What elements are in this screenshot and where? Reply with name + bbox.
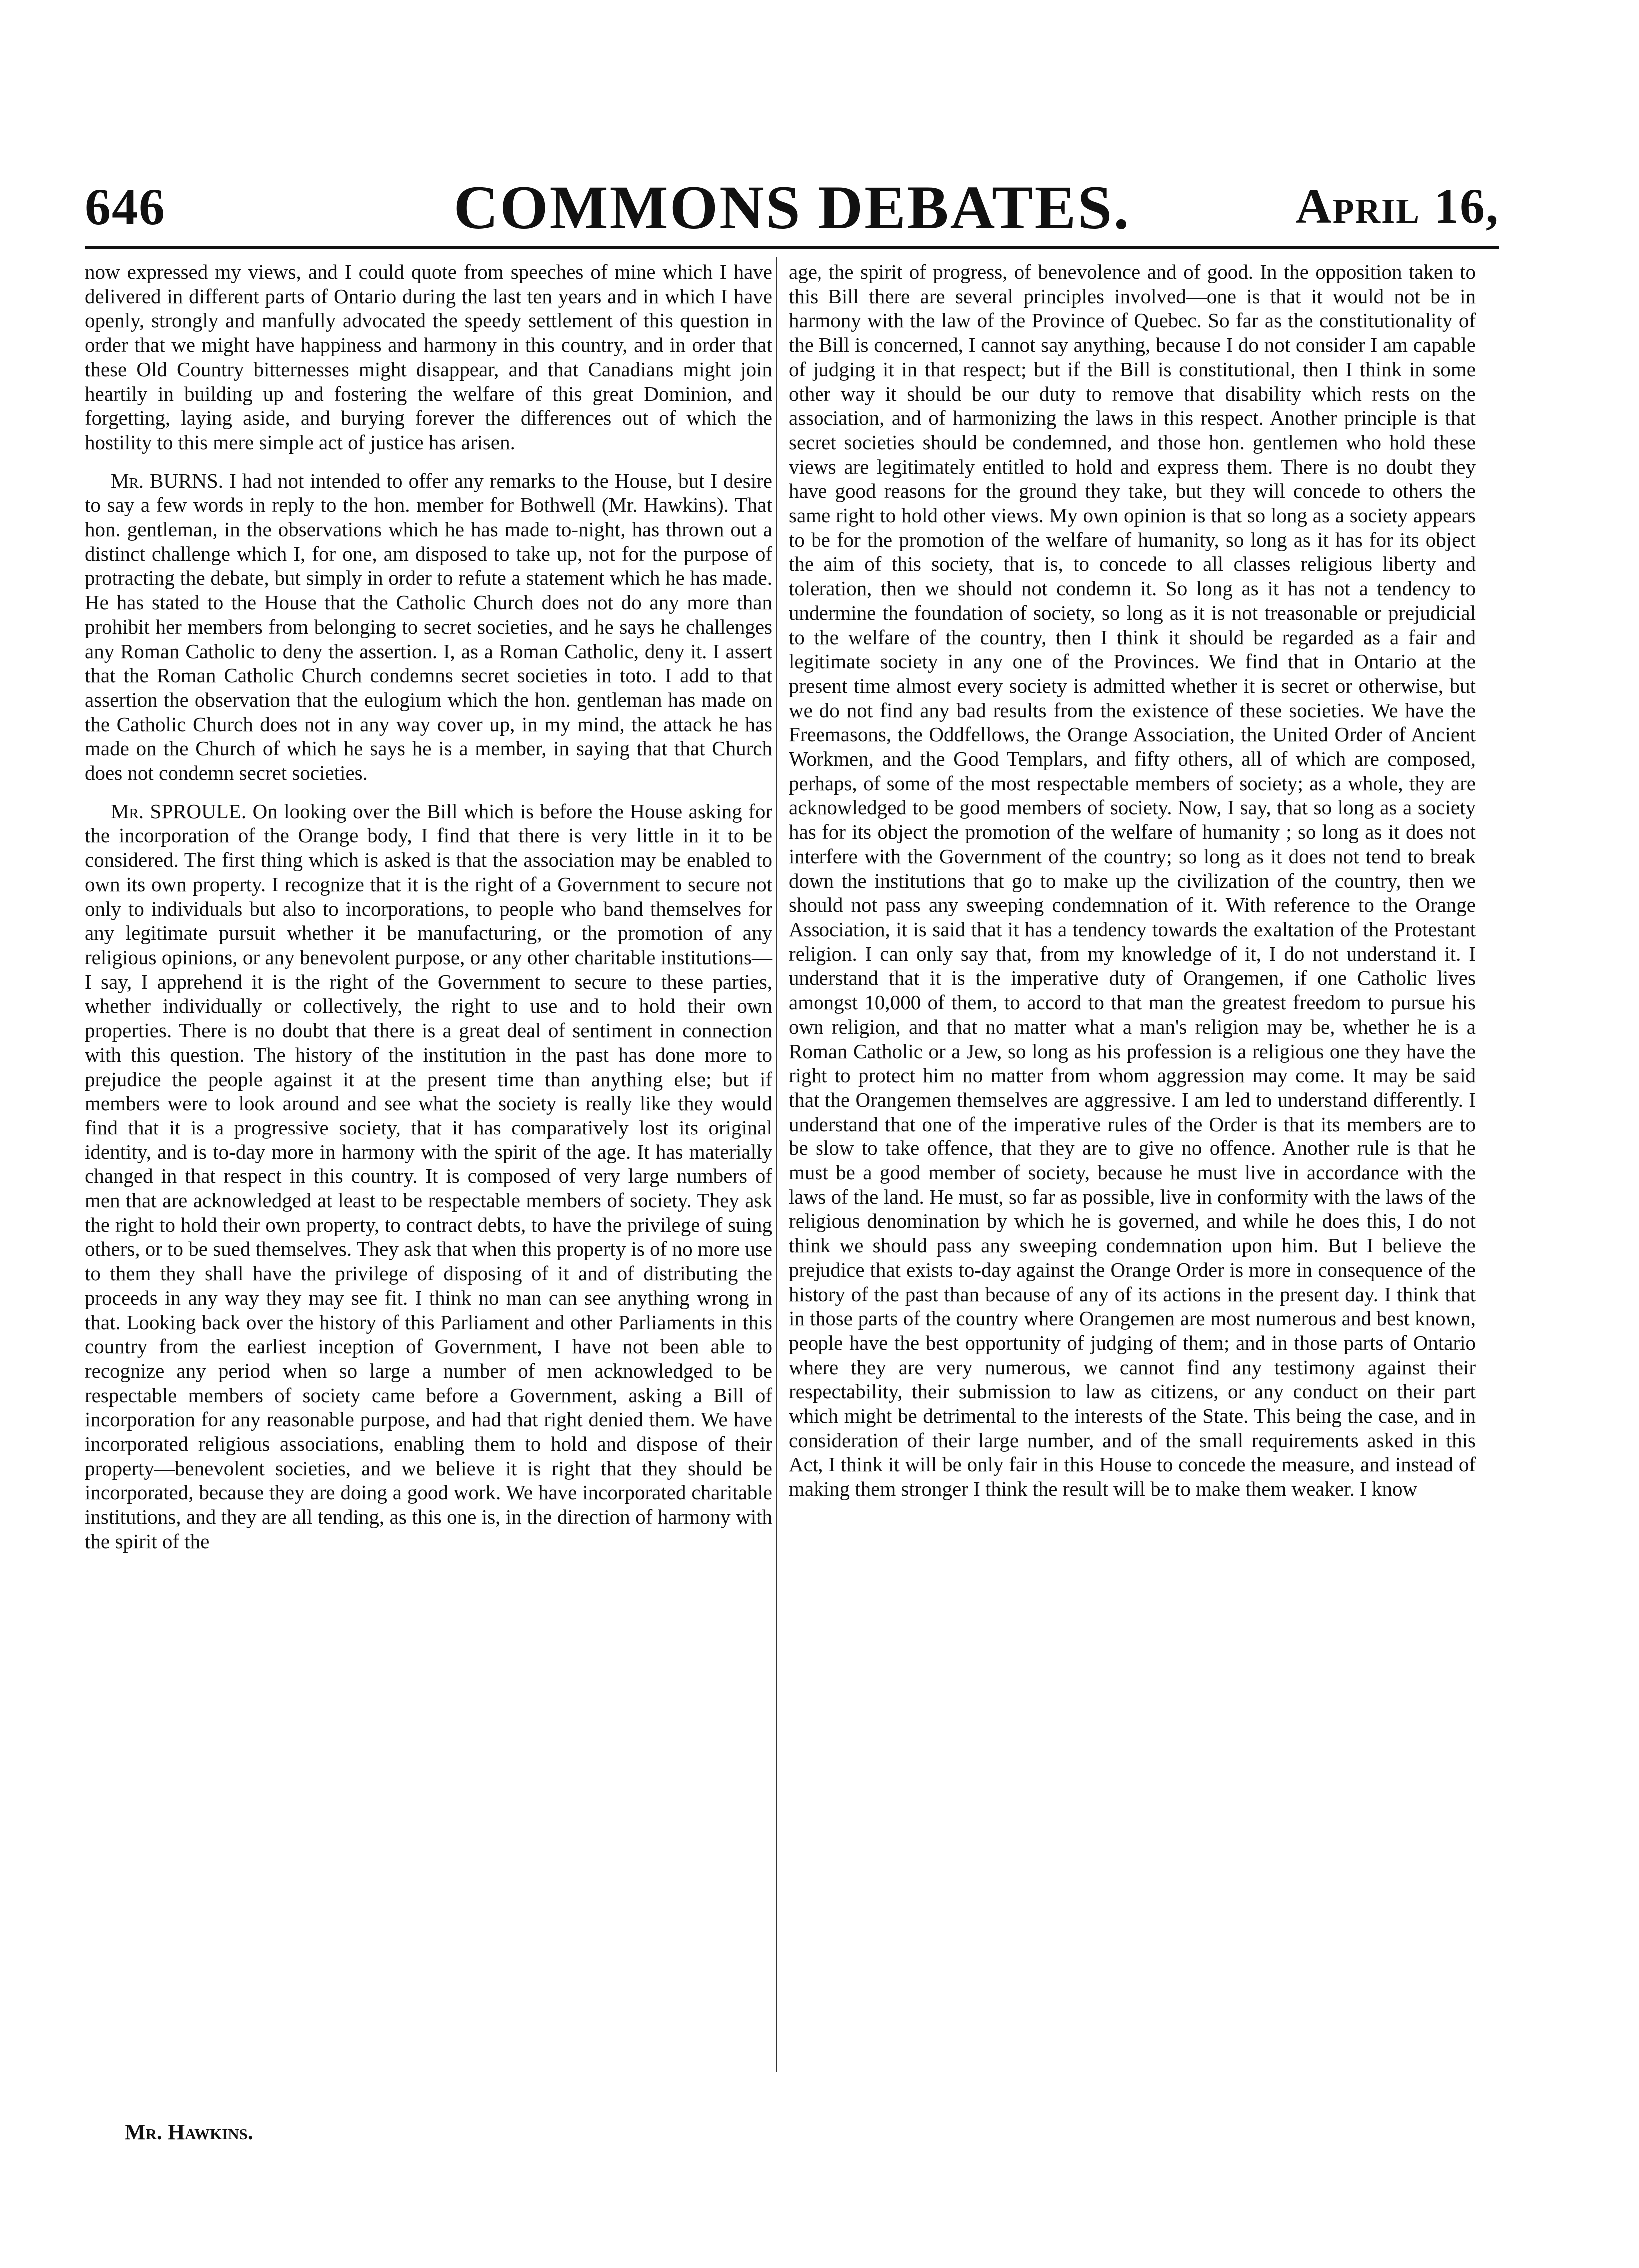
page-header	[85, 172, 1499, 242]
footer-speaker-name: Mr. Hawkins.	[125, 2120, 253, 2144]
paragraph-burns	[85, 469, 772, 785]
header-rule	[85, 246, 1499, 249]
paragraph-continuation: now expressed my views, and I could quote from speeches of mine which I have delivered in different parts of Ontario during the last ten years and in which I have openly, strongly and manfully advocated the speedy settlement of this question in order that we might have happiness and harmony in this country, and in order that these Old Country bitternesses might disappear, and that Canadians might join heartily in building up and fostering the welfare of this great Dominion, and forgetting, laying aside, and burying forever the differences out of which the hostility to this mere simple act of justice has arisen.	[85, 260, 772, 454]
page-date: April 16,	[1295, 178, 1499, 234]
column-divider	[776, 257, 777, 2072]
speech-burns: I had not intended to offer any remarks to the House, but I desire to say a few words in reply to the hon. member for Bothwell (Mr. Hawkins). That hon. gentleman, in the observations which he has made to-night, has thrown out a distinct challenge which I, for one, am disposed to take up, not for the purpose of protracting the debate, but simply in order to refute a statement which he has made. He has stated to the House that the Catholic Church does not do any more than prohibit her members from belonging to secret societies, and he says he challenges any Roman Catholic to deny the assertion. I, as a Roman Catholic, deny it. I assert that the Roman Catholic Church condemns secret societies in toto. I add to that assertion the observation that the eulogium which the hon. gentleman has made on the Catholic Church does not in any way cover up, in my mind, the attack he has made on the Church of which he says he is a member, in saying that that Church does not condemn secret societies.	[85, 469, 772, 785]
page-number: 646	[85, 178, 166, 236]
speaker-sproule: Mr. SPROULE.	[111, 799, 247, 823]
speaker-burns: Mr. BURNS.	[111, 469, 224, 492]
paragraph-right-continuation: age, the spirit of progress, of benevolence and of good. In the opposition taken to this Bill there are several principles involved—one is that it would not be in harmony with the law of the Province of Quebec. So far as the constitutionality of the Bill is concerned, I cannot say anything, because I do not consider I am capable of judging it in that respect; but if the Bill is constitutional, then I think in some other way it should be our duty to remove that disability which rests on the association, and of harmonizing the laws in this respect. Another principle is that secret societies should be condemned, and those hon. gentlemen who hold these views are legitimately entitled to hold and express them. There is no doubt they have good reasons for the ground they take, but they will concede to others the same right to hold other views. My own opinion is that so long as a society appears to be for the promotion of the welfare of humanity, so long as it has for its object the aim of this society, that is, to concede to all classes religious liberty and toleration, then we should not condemn it. So long as it has not a tendency to undermine the foundation of society, so long as it is not treasonable or prejudicial to the welfare of the country, then I think it should be regarded as a fair and legitimate society in any one of the Provinces. We find that in Ontario at the present time almost every society is admitted whether it is secret or otherwise, but we do not find any bad results from the existence of these societies. We have the Freemasons, the Oddfellows, the Orange Association, the United Order of Ancient Workmen, and the Good Templars, and fifty others, all of which are composed, perhaps, of some of the most respectable members of society; as a whole, they are acknowledged to be good members of society. Now, I say, that so long as a society has for its object the promotion of the welfare of humanity ; so long as it does not interfere with the Government of the country; so long as it does not tend to break down the institutions that go to make up the civilization of the country, then we should not pass any sweeping condemnation of it. With reference to the Orange Association, it is said that it has a tendency towards the exaltation of the Protestant religion. I can only say that, from my knowledge of it, I do not understand it. I understand that it is the imperative duty of Orangemen, if one Catholic lives amongst 10,000 of them, to accord to that man the greatest freedom to pursue his own religion, and that no matter what a man's religion may be, whether he is a Roman Catholic or a Jew, so long as his profession is a religious one they have the right to protect him no matter from whom aggression may come. It may be said that the Orangemen themselves are aggressive. I am led to understand differently. I understand that one of the imperative rules of the Order is that its members are to be slow to take offence, that they are to give no offence. Another rule is that he must be a good member of society, because he must live in accordance with the laws of the land. He must, so far as possible, live in conformity with the laws of the religious denomination by which he is governed, and while he does this, I do not think we should pass any sweeping condemnation upon him. But I believe the prejudice that exists to-day against the Orange Order is more in consequence of the history of the past than because of any of its actions in the present day. I think that in those parts of the country where Orangemen are most numerous and best known, people have the best opportunity of judging of them; and in those parts of Ontario where they are very numerous, we cannot find any testimony against their respectability, their submission to law as citizens, or any conduct on their part which might be detrimental to the interests of the State. This being the case, and in consideration of their large number, and of the small requirements asked in this Act, I think it will be only fair in this House to concede the measure, and instead of making them stronger I think the result will be to make them weaker. I know	[789, 260, 1476, 1501]
right-column	[789, 260, 1476, 1515]
paragraph-sproule	[85, 799, 772, 1554]
speech-sproule: On looking over the Bill which is before the House asking for the incorporation of the Orange body, I find that there is very little in it to be considered. The first thing which is asked is that the association may be enabled to own its own property. I recognize that it is the right of a Government to secure not only to individuals but also to incorporations, to people who band themselves for any legitimate pursuit whether it be manufacturing, or the promotion of any religious opinions, or any benevolent purpose, or any other charitable institutions—I say, I apprehend it is the right of the Government to secure to these parties, whether individually or collectively, the right to use and to hold their own properties. There is no doubt that there is a great deal of sentiment in connection with this question. The history of the institution in the past has done more to prejudice the people against it at the present time than anything else; but if members were to look around and see what the society is really like they would find that it is a progressive society, that it has comparatively lost its original identity, and is to-day more in harmony with the spirit of the age. It has materially changed in that respect in this country. It is composed of very large numbers of men that are acknowledged at least to be respectable members of society. They ask the right to hold their own property, to contract debts, to have the privilege of suing others, or to be sued themselves. They ask that when this property is of no more use to them they shall have the privilege of disposing of it and of distributing the proceeds in any way they may see fit. I think no man can see anything wrong in that. Looking back over the history of this Parliament and other Parliaments in this country from the earliest inception of Government, I have not been able to recognize any period when so large a number of men acknowledged to be respectable members of society came before a Government, asking a Bill of incorporation for any reasonable purpose, and had that right denied them. We have incorporated religious associations, enabling them to hold and dispose of their property—benevolent societies, and we believe it is right that they should be incorporated, because they are doing a good work. We have incorporated charitable institutions, and they are all tending, as this one is, in the direction of harmony with the spirit of the	[85, 799, 772, 1553]
left-column	[85, 260, 772, 1568]
page-title: COMMONS DEBATES.	[453, 173, 1131, 242]
